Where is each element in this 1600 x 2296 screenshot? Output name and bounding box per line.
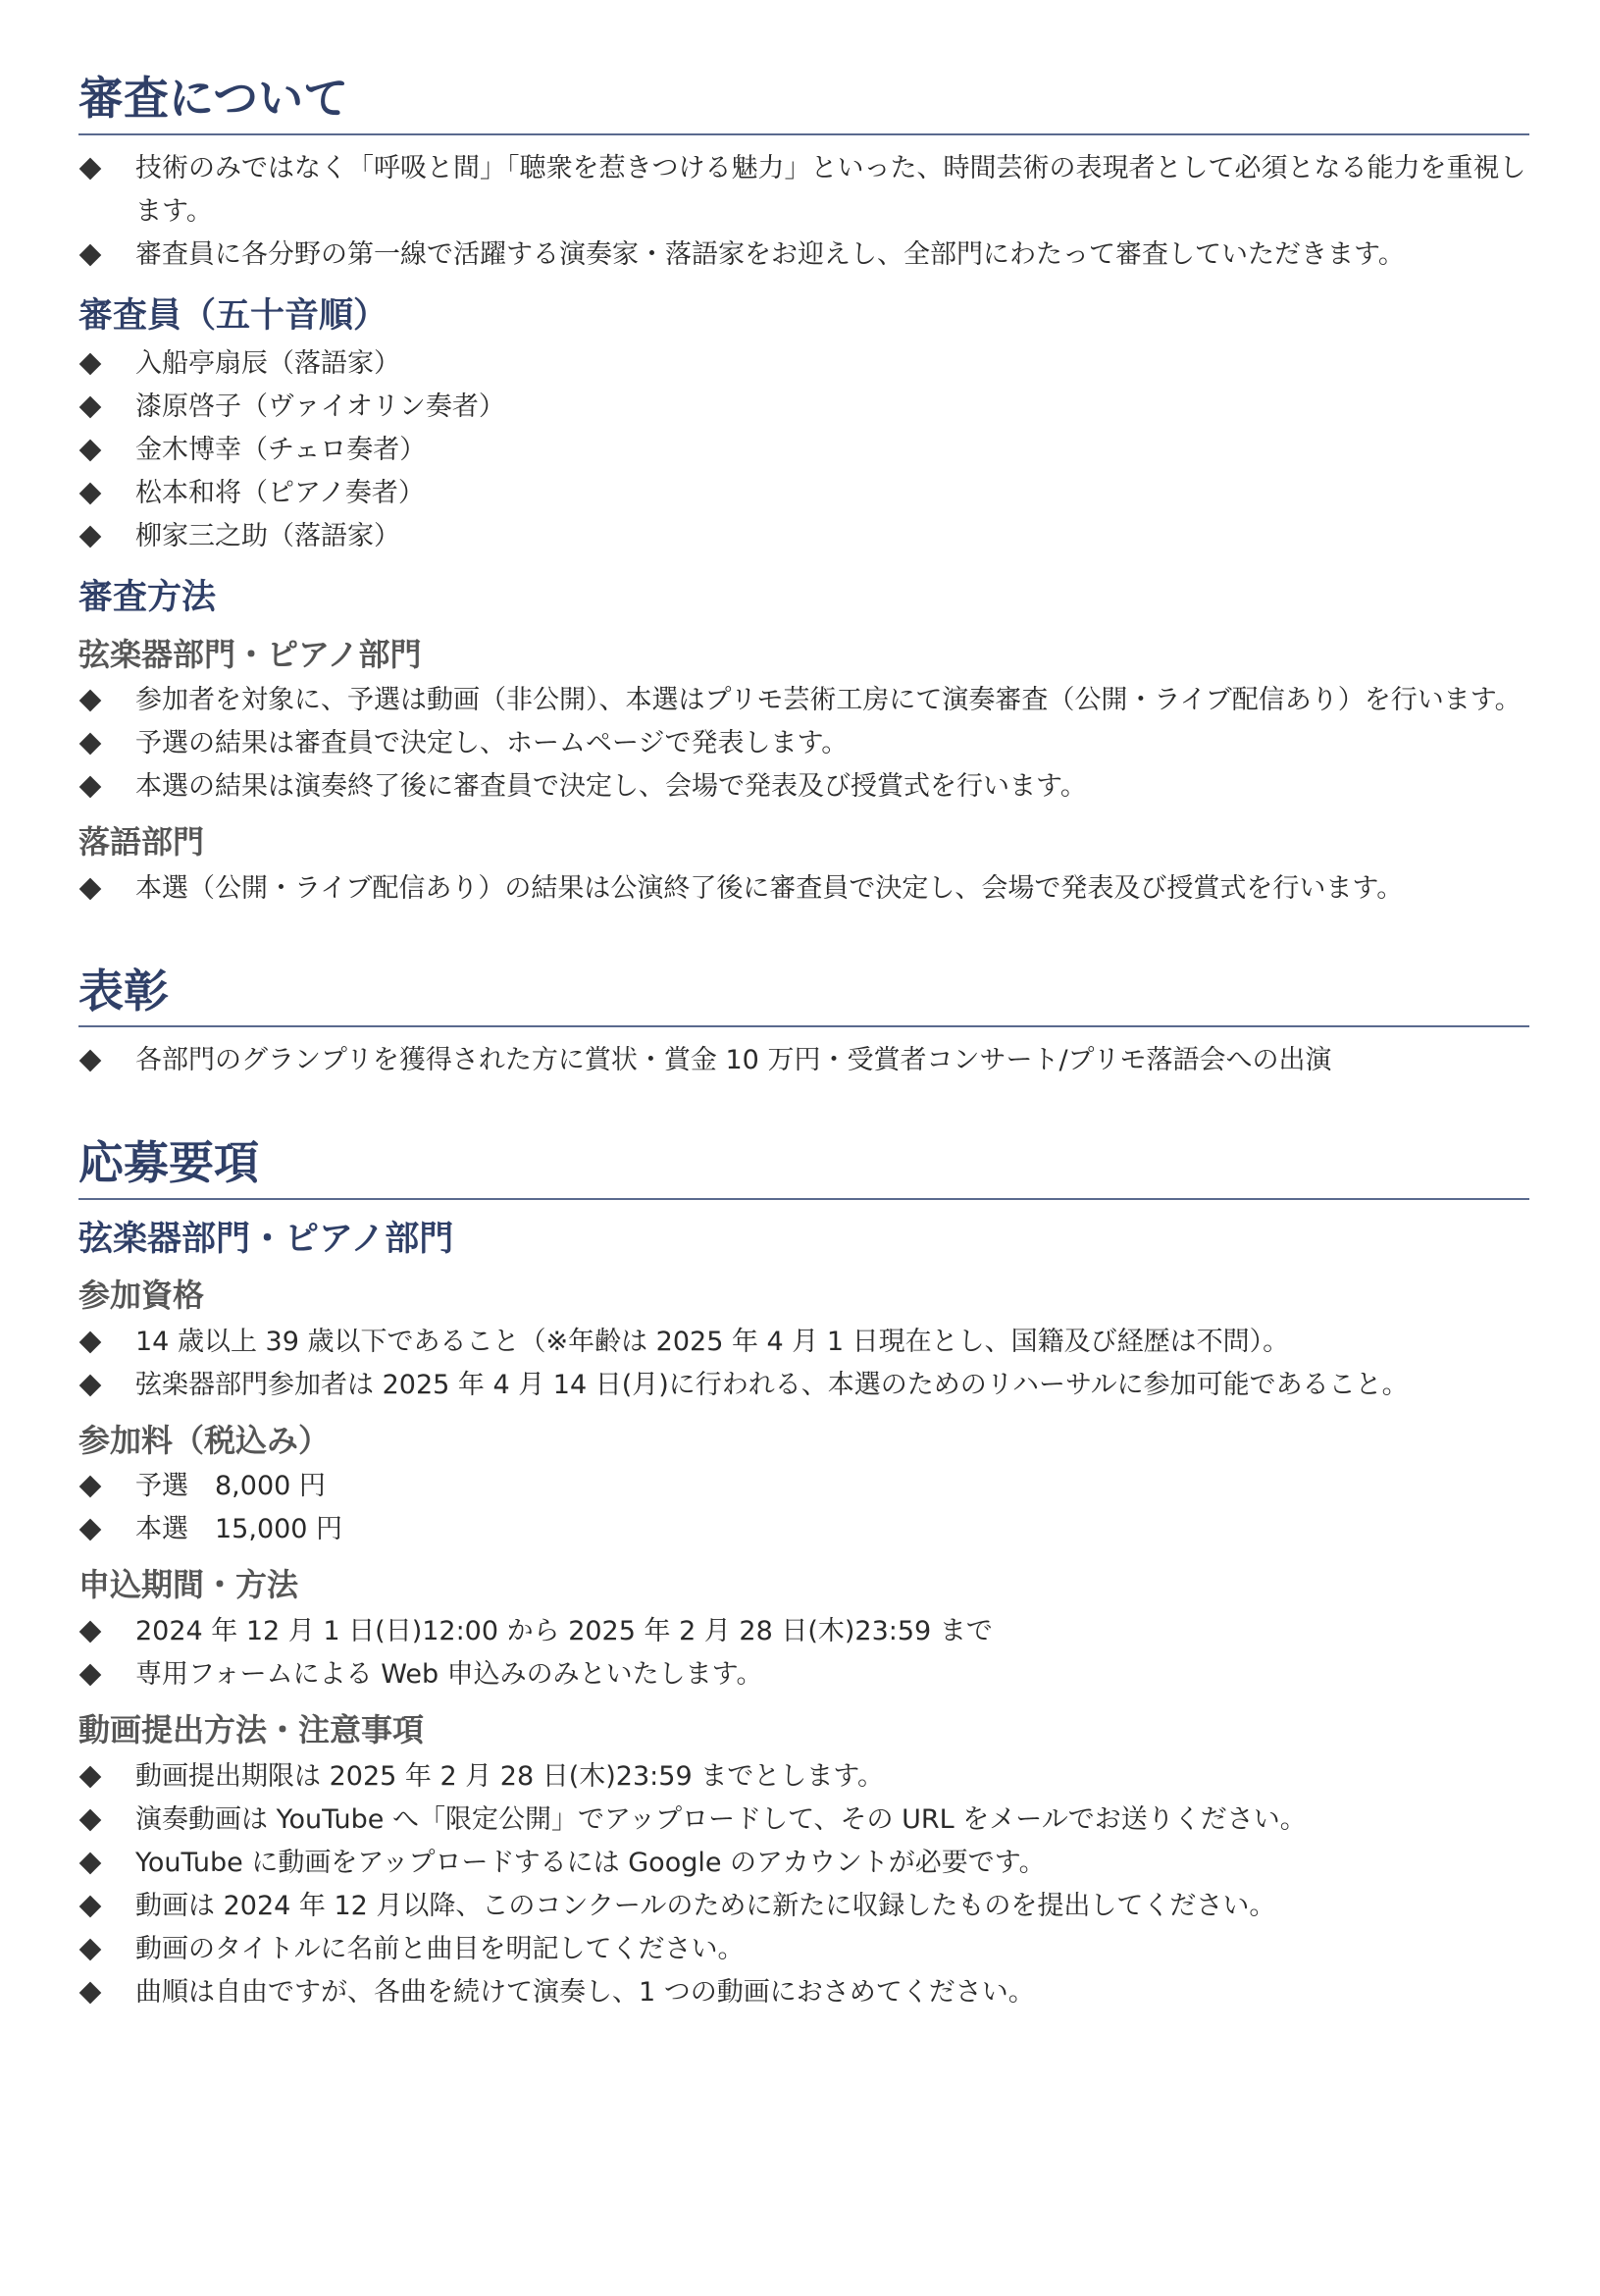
diamond-bullet-icon	[79, 1808, 102, 1831]
list-item	[78, 1885, 1529, 1928]
list-item-text: 予選の結果は審査員で決定し、ホームページで発表します。	[135, 728, 849, 759]
list-item	[78, 1928, 1529, 1971]
diamond-bullet-icon	[79, 243, 102, 266]
period-list	[78, 1610, 1529, 1696]
list-item-text: 動画は 2024 年 12 月以降、このコンクールのために新たに収録したものを提出してください。	[135, 1890, 1276, 1921]
award-bullets	[78, 1039, 1529, 1082]
video-list	[78, 1755, 1529, 2014]
list-item-text: 弦楽器部門参加者は 2025 年 4 月 14 日(月)に行われる、本選のためのリハーサルに参加可能であること。	[135, 1369, 1409, 1400]
list-item	[78, 1799, 1529, 1842]
list-item	[78, 1653, 1529, 1696]
diamond-bullet-icon	[79, 1981, 102, 2004]
list-item	[78, 1508, 1529, 1551]
list-item-text: 本選 15,000 円	[135, 1514, 343, 1545]
list-item	[78, 515, 1529, 558]
list-item	[78, 147, 1529, 234]
section-title-application: 応募要項	[78, 1136, 259, 1190]
fee-list	[78, 1465, 1529, 1551]
list-item-text: 審査員に各分野の第一線で活躍する演奏家・落語家をお迎えし、全部門にわたって審査していただきます。	[135, 238, 1405, 270]
list-item	[78, 234, 1529, 277]
diamond-bullet-icon	[79, 690, 102, 712]
list-item	[78, 679, 1529, 722]
list-item	[78, 386, 1529, 429]
fee-title: 参加料（税込み）	[78, 1421, 331, 1459]
list-item-text: 動画のタイトルに名前と曲目を明記してください。	[135, 1933, 745, 1964]
diamond-bullet-icon	[79, 1765, 102, 1788]
judges-title: 審査員（五十音順）	[78, 295, 388, 336]
eligibility-title: 参加資格	[78, 1277, 205, 1315]
section-divider	[78, 133, 1529, 135]
list-item	[78, 1971, 1529, 2014]
list-item	[78, 867, 1529, 911]
list-item-text: 参加者を対象に、予選は動画（非公開）、本選はプリモ芸術工房にて演奏審査（公開・ライブ配信あり）を行います。	[135, 685, 1522, 716]
video-title: 動画提出方法・注意事項	[78, 1710, 425, 1748]
list-item-text: YouTube に動画をアップロードするには Google のアカウントが必要です。	[135, 1847, 1046, 1878]
list-item-text: 曲順は自由ですが、各曲を続けて演奏し、1 つの動画におさめてください。	[135, 1976, 1035, 2008]
diamond-bullet-icon	[79, 1938, 102, 1960]
review-bullets	[78, 147, 1529, 277]
list-item	[78, 765, 1529, 809]
method-rakugo-title: 落語部門	[78, 823, 205, 861]
application-subtitle: 弦楽器部門・ピアノ部門	[78, 1219, 454, 1259]
judges-list	[78, 342, 1529, 558]
method-rakugo-bullets	[78, 867, 1529, 911]
diamond-bullet-icon	[79, 1331, 102, 1353]
list-item-text: 動画提出期限は 2025 年 2 月 28 日(木)23:59 までとします。	[135, 1760, 885, 1792]
diamond-bullet-icon	[79, 776, 102, 799]
diamond-bullet-icon	[79, 877, 102, 900]
diamond-bullet-icon	[79, 1050, 102, 1072]
eligibility-list	[78, 1321, 1529, 1407]
list-item-text: 2024 年 12 月 1 日(日)12:00 から 2025 年 2 月 28 日(木)23:59 まで	[135, 1615, 993, 1646]
diamond-bullet-icon	[79, 396, 102, 419]
list-item-text: 演奏動画は YouTube へ「限定公開」でアップロードして、その URL をメールでお送りください。	[135, 1803, 1307, 1835]
list-item	[78, 342, 1529, 386]
list-item	[78, 1755, 1529, 1799]
list-item-text: 予選 8,000 円	[135, 1471, 326, 1502]
diamond-bullet-icon	[79, 1852, 102, 1874]
list-item	[78, 1364, 1529, 1407]
section-title-review: 審査について	[78, 72, 349, 125]
list-item-text: 入船亭扇辰（落語家）	[135, 348, 400, 379]
list-item-text: 専用フォームによる Web 申込みのみといたします。	[135, 1658, 763, 1690]
method-strings-piano-bullets	[78, 679, 1529, 809]
list-item	[78, 1610, 1529, 1653]
list-item	[78, 1039, 1529, 1082]
list-item	[78, 722, 1529, 765]
list-item	[78, 429, 1529, 472]
list-item-text: 技術のみではなく「呼吸と間」「聴衆を惹きつける魅力」といった、時間芸術の表現者として必須となる能力を重視します。	[135, 152, 1526, 227]
diamond-bullet-icon	[79, 440, 102, 462]
list-item	[78, 472, 1529, 515]
method-title: 審査方法	[78, 578, 217, 617]
section-divider	[78, 1198, 1529, 1200]
period-title: 申込期間・方法	[78, 1566, 299, 1604]
list-item-text: 14 歳以上 39 歳以下であること（※年齢は 2025 年 4 月 1 日現在とし、国籍及び経歴は不問）。	[135, 1326, 1290, 1357]
list-item	[78, 1842, 1529, 1885]
list-item-text: 金木博幸（チェロ奏者）	[135, 435, 427, 465]
method-strings-piano-title: 弦楽器部門・ピアノ部門	[78, 635, 422, 673]
list-item	[78, 1465, 1529, 1508]
diamond-bullet-icon	[79, 157, 102, 180]
section-title-award: 表彰	[78, 964, 169, 1018]
diamond-bullet-icon	[79, 526, 102, 548]
list-item-text: 松本和将（ピアノ奏者）	[135, 478, 425, 508]
diamond-bullet-icon	[79, 353, 102, 376]
diamond-bullet-icon	[79, 1519, 102, 1541]
list-item-text: 各部門のグランプリを獲得された方に賞状・賞金 10 万円・受賞者コンサート/プリモ落語会への出演	[135, 1045, 1332, 1076]
diamond-bullet-icon	[79, 1621, 102, 1644]
list-item	[78, 1321, 1529, 1364]
diamond-bullet-icon	[79, 733, 102, 756]
list-item-text: 柳家三之助（落語家）	[135, 521, 400, 551]
diamond-bullet-icon	[79, 1476, 102, 1498]
section-divider	[78, 1025, 1529, 1027]
list-item-text: 本選（公開・ライブ配信あり）の結果は公演終了後に審査員で決定し、会場で発表及び授賞式を行います。	[135, 872, 1404, 904]
list-item-text: 漆原啓子（ヴァイオリン奏者）	[135, 391, 505, 422]
diamond-bullet-icon	[79, 1664, 102, 1687]
diamond-bullet-icon	[79, 1374, 102, 1396]
diamond-bullet-icon	[79, 483, 102, 505]
list-item-text: 本選の結果は演奏終了後に審査員で決定し、会場で発表及び授賞式を行います。	[135, 771, 1087, 803]
diamond-bullet-icon	[79, 1895, 102, 1917]
